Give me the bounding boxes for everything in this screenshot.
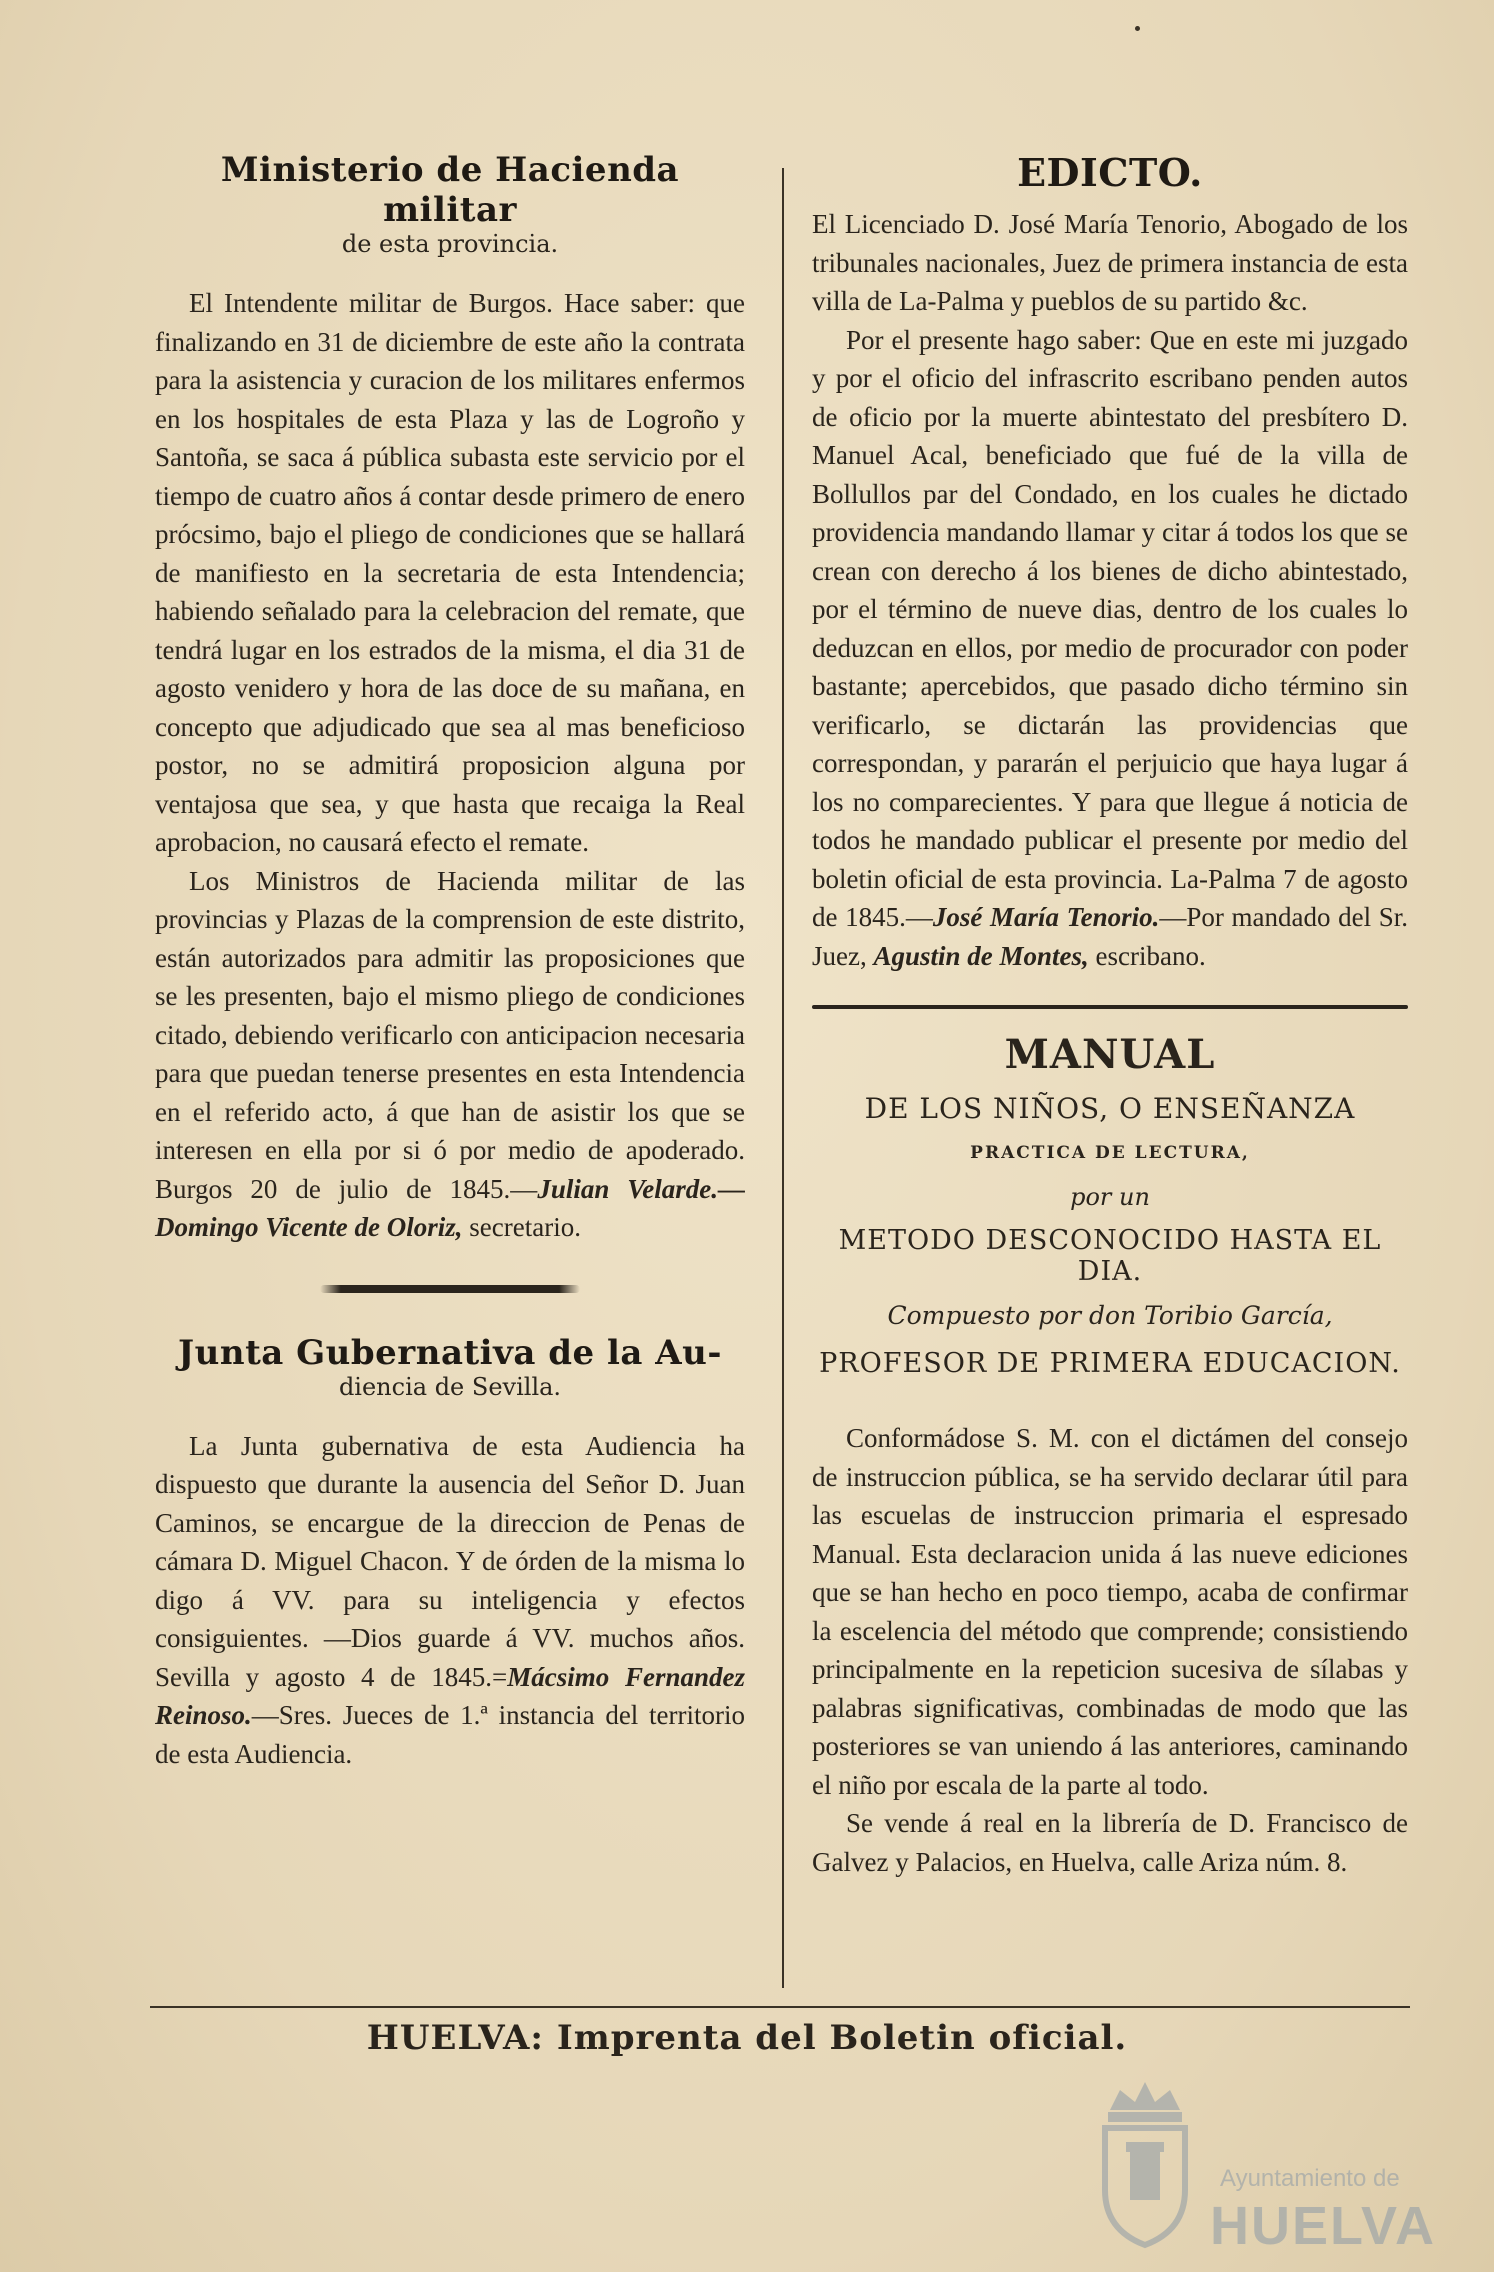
watermark-line-2: HUELVA	[1210, 2196, 1436, 2256]
right-column	[812, 150, 1408, 1881]
junta-signature: Mácsimo Fernandez Reinoso.	[155, 1661, 745, 1730]
manual-paragraph-1: Conformádose S. M. con el dictámen del consejo de instruccion pública, se ha servido declarar útil para las escuelas de instruccion primaria el espresado Manual. Esta declaracion unida á las nueve ediciones que se han hecho en poco tiempo, acaba de confirmar la escelencia del método que comprende; consistiendo principalmente en la repeticion sucesiva de sílabas y palabras significativas, combinadas de modo que las posteriores se van uniendo á las anteriores, caminando el niño por escala de la parte al todo.	[812, 1423, 1408, 1800]
junta-end: —Sres. Jueces de 1.ª instancia del territorio de esta Audiencia.	[155, 1700, 745, 1769]
ink-spot	[1135, 26, 1140, 31]
section-subtitle-junta: diencia de Sevilla.	[338, 1372, 562, 1401]
separator-rule	[320, 1285, 580, 1293]
hacienda-signatures: Julian Velarde.—Domingo Vicente de Oloriz,	[155, 1173, 746, 1242]
edicto-signature-clerk: Agustin de Montes,	[873, 940, 1089, 971]
edicto-signature-judge: José María Tenorio.	[932, 902, 1160, 932]
manual-author-title: PROFESOR DE PRIMERA EDUCACION.	[819, 1348, 1401, 1379]
city-crest-icon	[1090, 2070, 1200, 2250]
manual-author: Compuesto por don Toribio García,	[887, 1301, 1333, 1330]
manual-subtitle-3: por un	[1070, 1183, 1150, 1211]
section-subtitle-hacienda: de esta provincia.	[341, 230, 559, 258]
section-title-edicto: EDICTO.	[1017, 150, 1203, 195]
manual-paragraph-2: Se vende á real en la librería de D. Francisco de Galvez y Palacios, en Huelva, calle Ariza núm. 8.	[812, 1808, 1408, 1877]
left-column	[155, 150, 745, 1773]
footer-rule	[150, 2006, 1410, 2008]
footer-imprint: HUELVA: Imprenta del Boletin oficial.	[366, 2018, 1128, 2058]
manual-subtitle-1: DE LOS NIÑOS, O ENSEÑANZA	[864, 1092, 1356, 1125]
edicto-paragraph-1: El Licenciado D. José María Tenorio, Abogado de los tribunales nacionales, Juez de primera instancia de esta villa de La-Palma y pueblos de su partido &c.	[812, 209, 1408, 316]
section-title-junta: Junta Gubernativa de la Au-	[178, 1332, 722, 1373]
manual-subtitle-4: METODO DESCONOCIDO HASTA EL DIA.	[838, 1225, 1382, 1287]
junta-text: La Junta gubernativa de esta Audiencia ha dispuesto que durante la ausencia del Señor D. Juan Caminos, se encargue de la direccion de Penas de cámara D. Miguel Chacon. Y de órden de la misma lo digo á VV. para su inteligencia y efectos consiguientes. —Dios guarde á VV. muchos años. Sevilla y agosto 4 de 1845.=	[155, 1430, 745, 1692]
hacienda-para2-text: Los Ministros de Hacienda militar de las provincias y Plazas de la comprension de este distrito, están autorizados para admitir las proposiciones que se les presenten, bajo el mismo pliego de condiciones citado, debiendo verificarlo con anticipacion necesaria para que puedan tenerse presentes en esta Intendencia en el referido acto, á que han de asistir los que se interesen en ella por si ó por medio de apoderado. Burgos 20 de julio de 1845.—	[155, 865, 745, 1204]
edicto-paragraph-2	[812, 321, 1408, 976]
manual-title: MANUAL	[1004, 1031, 1216, 1078]
section-title-hacienda: Ministerio de Hacienda militar	[220, 150, 680, 230]
watermark-logo	[1070, 2070, 1436, 2260]
manual-subtitle-2: PRACTICA DE LECTURA,	[970, 1143, 1250, 1163]
hacienda-paragraph-2	[155, 862, 745, 1247]
watermark-line-1: Ayuntamiento de	[1220, 2165, 1400, 2192]
column-divider	[782, 168, 784, 1988]
hacienda-paragraph-1: El Intendente militar de Burgos. Hace saber: que finalizando en 31 de diciembre de este año la contrata para la asistencia y curacion de los militares enfermos en los hospitales de esta Plaza y las de Logroño y Santoña, se saca á pública subasta este servicio por el tiempo de cuatro años á contar desde primero de enero prócsimo, bajo el pliego de condiciones que se hallará de manifiesto en la secretaria de esta Intendencia; habiendo señalado para la celebracion del remate, que tendrá lugar en los estrados de la misma, el dia 31 de agosto venidero y hora de las doce de su mañana, en concepto que adjudicado que sea al mas beneficioso postor, no se admitirá proposicion alguna por ventajosa que sea, y que hasta que recaiga la Real aprobacion, no causará efecto el remate.	[155, 288, 746, 857]
junta-paragraph	[155, 1427, 745, 1774]
separator-rule-wide	[812, 1005, 1408, 1009]
hacienda-para2-end: secretario.	[462, 1212, 581, 1242]
edicto-para2-end: escribano.	[1088, 940, 1206, 971]
edicto-para2-mid: —Por mandado del Sr. Juez,	[812, 902, 1408, 971]
edicto-para2-text: Por el presente hago saber: Que en este mi juzgado y por el oficio del infrascrito escribano penden autos de oficio por la muerte abintestato del presbítero D. Manuel Acal, beneficiado que fué de la villa de Bollullos par del Condado, en los cuales he dictado providencia mandando llamar y citar á todos los que se crean con derecho á los bienes de dicho abintestado, por el término de nueve dias, dentro de los cuales lo deduzcan en ellos, por medio de procurador con poder bastante; apercebidos, que pasado dicho término sin verificarlo, se dictarán las providencias que correspondan, y pararán el perjuicio que haya lugar á los no comparecientes. Y para que llegue á noticia de todos he mandado publicar el presente por medio del boletin oficial de esta provincia. La-Palma 7 de agosto de 1845.—	[812, 324, 1408, 932]
